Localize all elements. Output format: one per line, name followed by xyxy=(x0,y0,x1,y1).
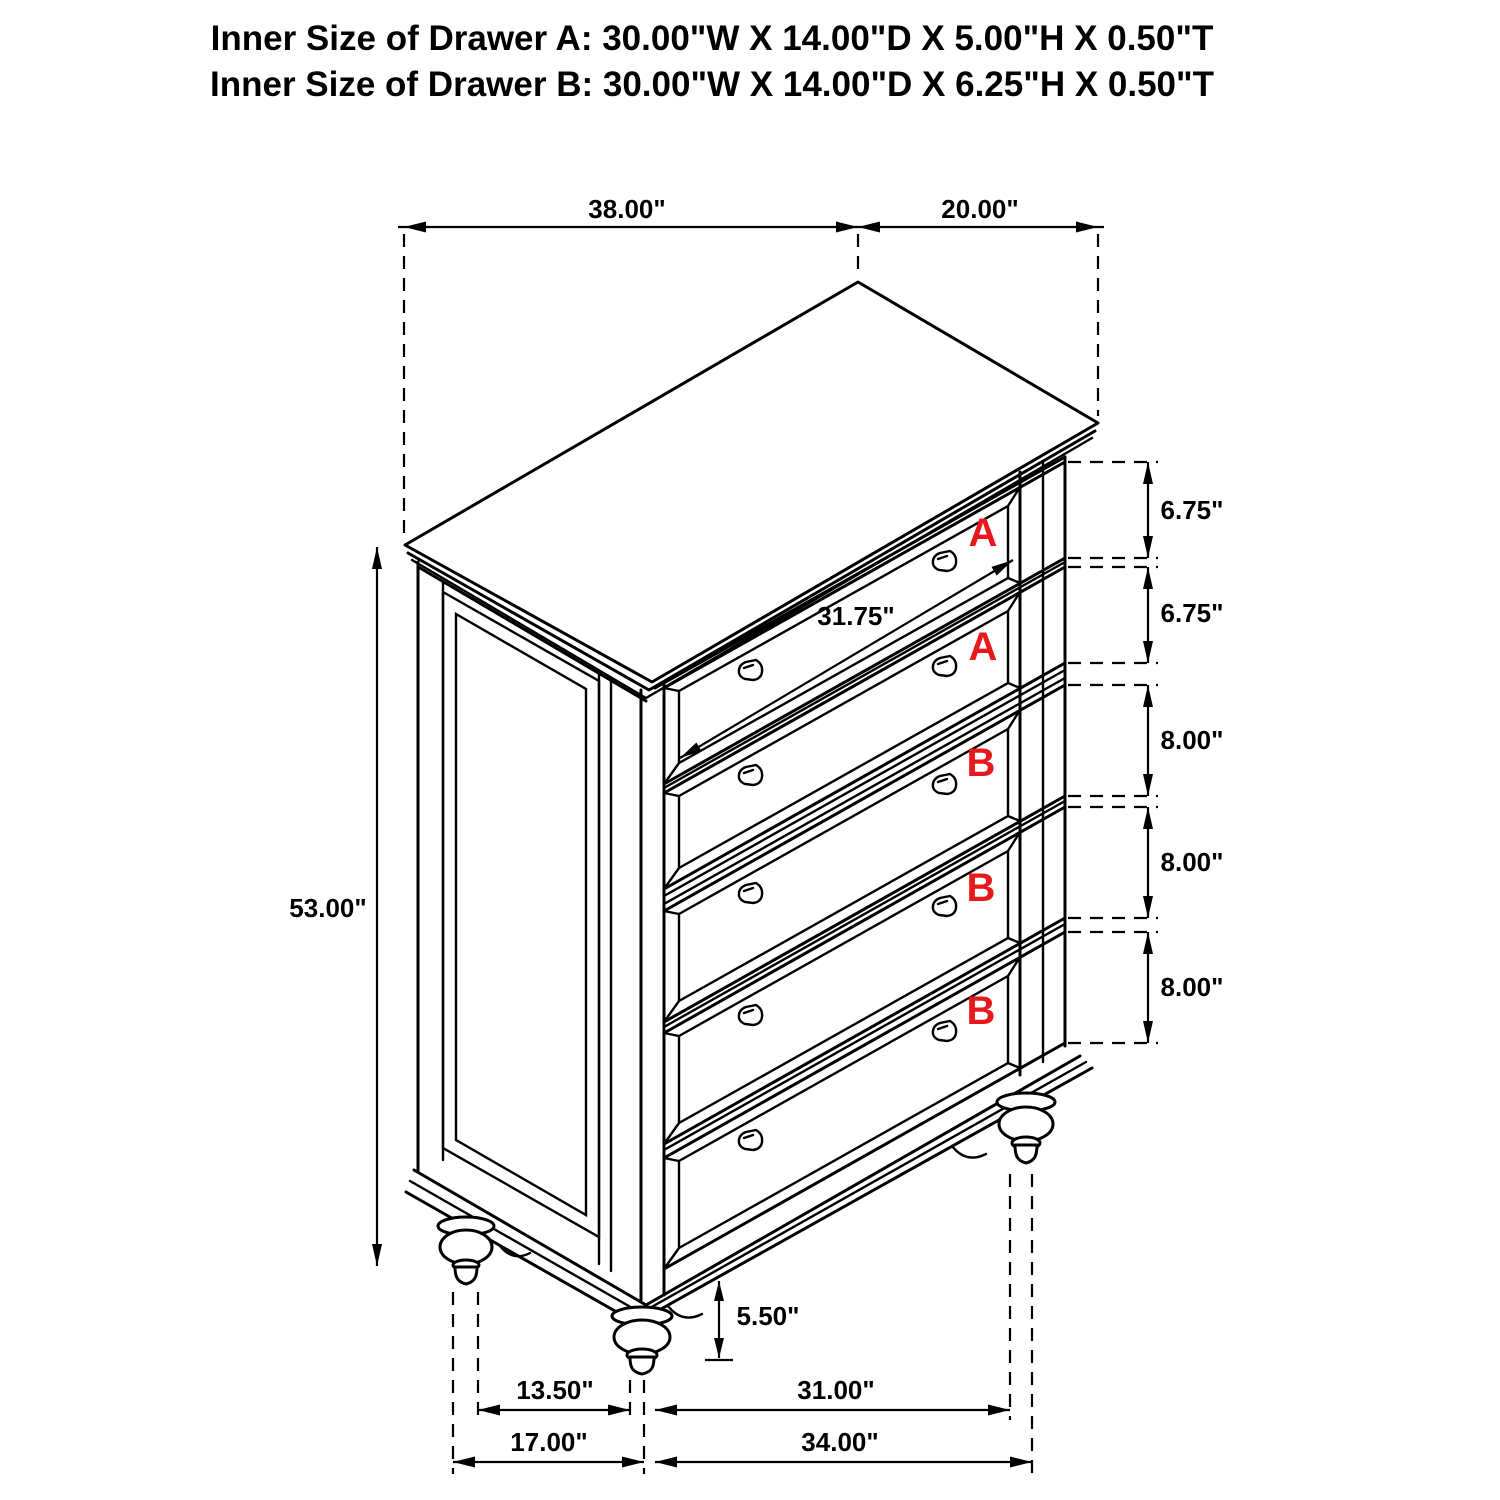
arrowhead xyxy=(404,222,426,233)
front-leg-tip xyxy=(630,1357,654,1374)
drawer-1-left-handle-icon xyxy=(739,660,762,680)
arrowhead xyxy=(372,1244,382,1266)
drawer-4-letter: B xyxy=(966,866,996,910)
drawer-4-left-handle-icon xyxy=(739,1005,762,1025)
arrowhead xyxy=(1143,462,1153,484)
legs xyxy=(438,1093,1055,1374)
arrowhead xyxy=(1143,807,1153,829)
arrowhead xyxy=(1143,1021,1153,1043)
overall-height-label: 53.00" xyxy=(289,893,367,923)
drawer-5-left-handle-icon xyxy=(739,1130,762,1150)
drawer4-height-label: 8.00" xyxy=(1160,847,1224,877)
drawer-5-letter: B xyxy=(966,989,996,1033)
span-31-00-label: 31.00" xyxy=(797,1375,875,1405)
arrowhead xyxy=(453,1457,475,1468)
left-leg xyxy=(438,1217,494,1284)
front-leg xyxy=(612,1307,672,1374)
drawer-letter-labels xyxy=(967,511,998,1033)
left-leg-tip xyxy=(455,1267,477,1284)
span-34-00-label: 34.00" xyxy=(801,1427,879,1457)
arrowhead xyxy=(1143,536,1153,558)
inner-size-drawer-a: Inner Size of Drawer A: 30.00"W X 14.00"D X 5.00"H X 0.50"T xyxy=(210,19,1214,58)
drawer3-height-label: 8.00" xyxy=(1160,725,1224,755)
arrowhead xyxy=(714,1281,724,1301)
arrowhead xyxy=(655,1457,677,1468)
drawer-3-letter: B xyxy=(966,741,996,785)
inner-size-drawer-b: Inner Size of Drawer B: 30.00"W X 14.00"D X 6.25"H X 0.50"T xyxy=(210,65,1214,104)
dimension-leg-height xyxy=(705,1281,799,1360)
arrowhead xyxy=(992,560,1014,576)
drawer-1-letter: A xyxy=(968,511,998,555)
arrowhead xyxy=(858,222,880,233)
arrowhead xyxy=(1143,685,1153,707)
arrowhead xyxy=(655,1405,677,1416)
drawer-face-width-label: 31.75" xyxy=(817,601,895,631)
arrowhead xyxy=(714,1338,724,1358)
drawer-2-right-handle-icon xyxy=(933,656,956,676)
top-depth-label: 20.00" xyxy=(941,194,1019,224)
arrowhead xyxy=(1143,932,1153,954)
extension-lines xyxy=(1068,462,1158,1043)
drawer-4-right-handle-icon xyxy=(933,896,956,916)
arrowhead xyxy=(836,222,858,233)
right-leg xyxy=(997,1093,1055,1163)
molding-left-bottom xyxy=(406,1192,636,1323)
left-side-panel xyxy=(418,562,646,1300)
dimension-overall-height xyxy=(289,547,382,1266)
drawer1-height-label: 6.75" xyxy=(1160,495,1224,525)
drawer5-height-label: 8.00" xyxy=(1160,972,1224,1002)
span-17-00-label: 17.00" xyxy=(510,1427,588,1457)
drawer-2-left-handle-icon xyxy=(739,765,762,785)
arrowhead xyxy=(1076,222,1098,233)
arrowhead xyxy=(372,547,382,569)
arrowhead xyxy=(1143,896,1153,918)
right-leg-tip xyxy=(1015,1145,1037,1163)
dimension-drawer-heights xyxy=(1068,462,1223,1043)
arrowhead xyxy=(1010,1457,1032,1468)
side-panel-inner xyxy=(456,614,586,1215)
span-13-50-label: 13.50" xyxy=(516,1375,594,1405)
drawer-2-letter: A xyxy=(968,625,998,669)
leg-height-label: 5.50" xyxy=(736,1301,800,1331)
apron-scallop-right xyxy=(952,1146,986,1158)
drawer-1-right-handle-icon xyxy=(933,551,956,571)
drawer-3-right-handle-icon xyxy=(933,774,956,794)
arrowhead xyxy=(478,1405,500,1416)
drawer-3-left-handle-icon xyxy=(739,883,762,903)
top-width-label: 38.00" xyxy=(588,194,666,224)
arrowhead xyxy=(1143,567,1153,589)
side-panel-outer xyxy=(443,592,599,1237)
drawer-5-right-handle-icon xyxy=(933,1021,956,1041)
drawer2-height-label: 6.75" xyxy=(1160,598,1224,628)
arrowhead xyxy=(1143,641,1153,663)
arrowhead xyxy=(1143,774,1153,796)
arrowhead xyxy=(988,1405,1010,1416)
arrowhead xyxy=(608,1405,630,1416)
arrowhead xyxy=(622,1457,644,1468)
